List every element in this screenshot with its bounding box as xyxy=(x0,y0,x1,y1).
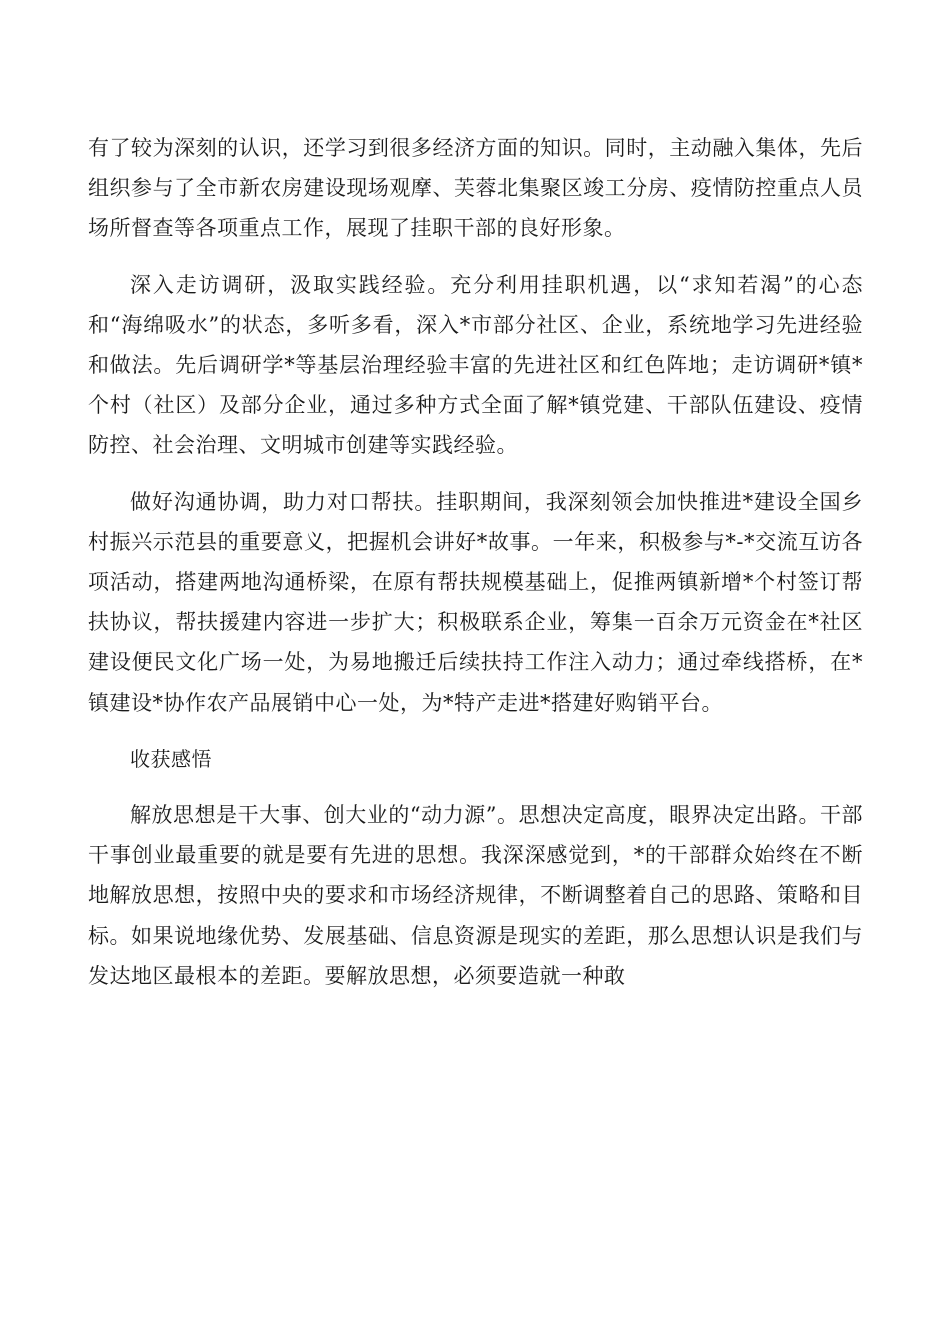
paragraph-2: 深入走访调研，汲取实践经验。充分利用挂职机遇，以“求知若渴”的心态和“海绵吸水”的状态，多听多看，深入*市部分社区、企业，系统地学习先进经验和做法。先后调研学*等基层治理经验丰富的先进社区和红色阵地；走访调研*镇*个村（社区）及部分企业，通过多种方式全面了解*镇党建、干部队伍建设、疫情防控、社会治理、文明城市创建等实践经验。 xyxy=(88,272,863,458)
section-heading: 收获感悟 xyxy=(130,746,212,771)
paragraph-4: 解放思想是干大事、创大业的“动力源”。思想决定高度，眼界决定出路。干部干事创业最重要的就是要有先进的思想。我深深感觉到，*的干部群众始终在不断地解放思想，按照中央的要求和市场经济规律，不断调整着自己的思路、策略和目标。如果说地缘优势、发展基础、信息资源是现实的差距，那么思想认识是我们与发达地区最根本的差距。要解放思想，必须要造就一种敢 xyxy=(88,803,863,988)
document-body xyxy=(88,128,863,1012)
paragraph-1: 有了较为深刻的认识，还学习到很多经济方面的知识。同时，主动融入集体，先后组织参与了全市新农房建设现场观摩、芙蓉北集聚区竣工分房、疫情防控重点人员场所督查等各项重点工作，展现了挂职干部的良好形象。 xyxy=(88,136,863,241)
paragraph-3: 做好沟通协调，助力对口帮扶。挂职期间，我深刻领会加快推进*建设全国乡村振兴示范县的重要意义，把握机会讲好*故事。一年来，积极参与*-*交流互访各项活动，搭建两地沟通桥梁，在原有帮扶规模基础上，促推两镇新增*个村签订帮扶协议，帮扶援建内容进一步扩大；积极联系企业，筹集一百余万元资金在*社区建设便民文化广场一处，为易地搬迁后续扶持工作注入动力；通过牵线搭桥，在*镇建设*协作农产品展销中心一处，为*特产走进*搭建好购销平台。 xyxy=(88,489,863,715)
